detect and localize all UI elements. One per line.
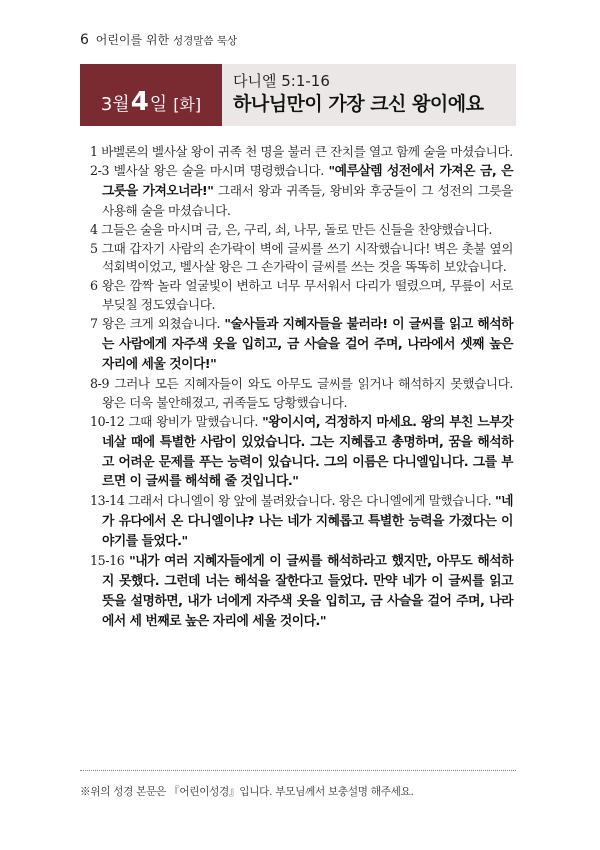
verse-text: 왕은 깜짝 놀라 얼굴빛이 변하고 너무 무서워서 다리가 떨렸으며, 무릎이 서로 부딪칠 정도였습니다. — [101, 278, 513, 313]
scripture-body — [90, 143, 513, 632]
verse-text: 그때 왕비가 말했습니다. — [128, 413, 263, 429]
book-title-small: 성경말씀 묵상 — [172, 35, 238, 47]
verse-text: 그래서 다니엘이 왕 앞에 불려왔습니다. 왕은 다니엘에게 말했습니다. — [128, 493, 495, 509]
verse-quote: "예루살렘 성전에서 가져온 금, 은 그릇을 가져오너라!" — [102, 163, 513, 199]
scripture-reference: 다니엘 5:1-16 — [233, 72, 330, 90]
verse-number: 1 — [90, 144, 98, 159]
verse-number: 2-3 — [90, 162, 110, 178]
verse-text: 벨사살 왕은 술을 마시며 명령했습니다. — [113, 162, 329, 178]
verse — [90, 552, 513, 632]
verse-number: 6 — [90, 278, 98, 294]
running-head — [80, 31, 237, 48]
verse-number: 15-16 — [90, 553, 125, 569]
verse-number: 4 — [90, 221, 98, 237]
verse-quote: "내가 여러 지혜자들에게 이 글씨를 해석하라고 했지만, 아무도 해석하지 못했다. 그런데 너는 해석을 잘한다고 들었다. 만약 네가 이 글씨를 읽고 뜻을 설명하면, 내가 너에게 자주색 옷을 입히고, 금 사슬을 걸어 주며, 나라에서 세 번째로 높은 자리에 세울 것이다." — [102, 554, 513, 629]
verse-text: 그들은 술을 마시며 금, 은, 구리, 쇠, 나무, 돌로 만든 신들을 찬양했습니다. — [101, 221, 492, 237]
verse — [90, 375, 513, 413]
verse-text: 그때 갑자기 사람의 손가락이 벽에 글씨를 쓰기 시작했습니다! 벽은 촛불 옆의 석회벽이었고, 벨사살 왕은 그 손가락이 글씨를 쓰는 것을 똑똑히 보았습니다. — [101, 240, 513, 275]
page-number: 6 — [80, 32, 89, 48]
footnote-divider — [80, 770, 516, 771]
verse-quote: "왕이시여, 걱정하지 마세요. 왕의 부친 느부갓네살 때에 특별한 사람이 있었습니다. 그는 지혜롭고 총명하며, 꿈을 해석하고 어려운 문제를 푸는 능력이 있습니다. 그의 이름은 다니엘입니다. 그를 부르면 이 글씨를 해석해 줄 것입니다." — [102, 414, 513, 490]
footnote: ※위의 성경 본문은 『어린이성경』입니다. 부모님께서 보충설명 해주세요. — [80, 786, 414, 798]
verse — [90, 315, 513, 375]
verse — [90, 492, 513, 552]
book-title-large: 어린이를 위한 — [95, 33, 170, 47]
date-day-suffix: 일 — [149, 94, 168, 115]
verse-quote: "술사들과 지혜자들을 불러라! 이 글씨를 읽고 해석하는 사람에게 자주색 옷을 입히고, 금 사슬을 걸어 주며, 나라에서 셋째 높은 자리에 세울 것이다!" — [102, 317, 513, 372]
title-box — [222, 64, 516, 126]
verse — [90, 240, 513, 278]
verse-text: 그러나 모든 지혜자들이 와도 아무도 글씨를 읽거나 해석하지 못했습니다. 왕은 더욱 불안해졌고, 귀족들도 당황했습니다. — [102, 375, 513, 410]
verse-number: 5 — [90, 240, 98, 256]
verse-text: 왕은 크게 외쳤습니다. — [101, 316, 225, 332]
verse-number: 7 — [90, 316, 98, 332]
verse-text-after: 그래서 왕과 귀족들, 왕비와 후궁들이 그 성전의 그릇을 사용해 술을 마셨습니다. — [102, 182, 513, 218]
date-day: 4 — [130, 87, 149, 117]
verse-number: 13-14 — [90, 493, 125, 509]
verse — [90, 143, 513, 162]
verse — [90, 413, 513, 493]
date-month: 3월 — [100, 94, 130, 115]
verse-number: 8-9 — [90, 375, 110, 391]
devotional-banner — [80, 64, 516, 126]
date-box — [80, 64, 222, 126]
devotional-title: 하나님만이 가장 크신 왕이에요 — [233, 93, 484, 115]
verse — [90, 277, 513, 315]
verse — [90, 162, 513, 221]
verse-quote: "네가 유다에서 온 다니엘이냐? 나는 네가 지혜롭고 특별한 능력을 가졌다는 이야기를 들었다." — [102, 494, 513, 550]
verse — [90, 221, 513, 240]
verse-number: 10-12 — [90, 413, 125, 429]
verse-text: 바벨론의 벨사살 왕이 귀족 천 명을 불러 큰 잔치를 열고 함께 술을 마셨습니다. — [101, 144, 513, 159]
date-weekday: [화] — [173, 95, 202, 114]
